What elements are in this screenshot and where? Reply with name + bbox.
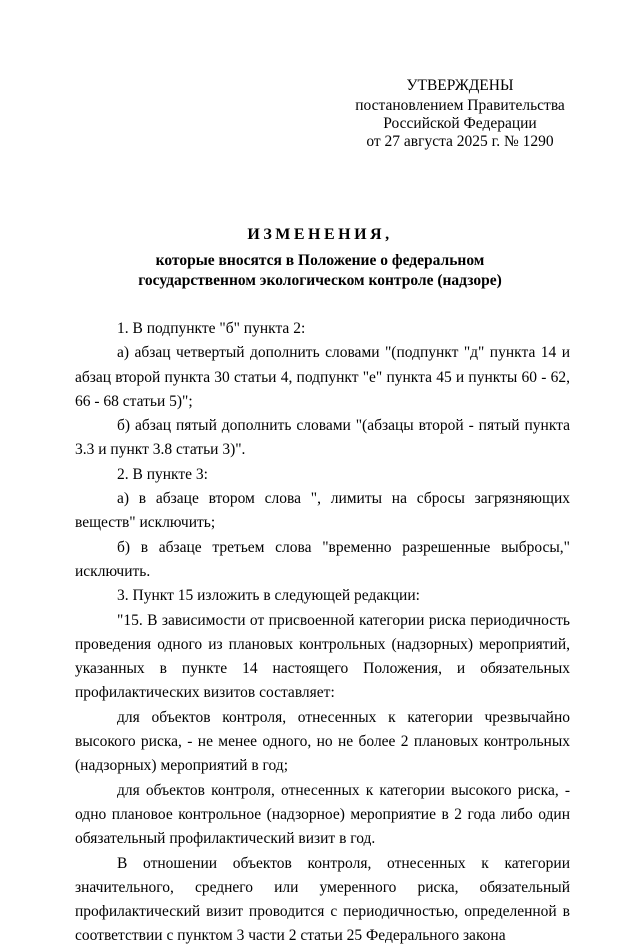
document-body	[75, 317, 570, 949]
paragraph: б) в абзаце третьем слова "временно разрешенные выбросы," исключить.	[75, 538, 570, 580]
approval-line-2: Российской Федерации	[383, 115, 537, 132]
paragraph: для объектов контроля, отнесенных к категории чрезвычайно высокого риска, - не менее одного, но не более 2 плановых контрольных (надзорных) мероприятий в год;	[75, 708, 570, 775]
paragraph: для объектов контроля, отнесенных к категории высокого риска, - одно плановое контрольное (надзорное) мероприятие в 2 года либо один обязательный профилактический визит в год.	[75, 781, 570, 848]
paragraph: б) абзац пятый дополнить словами "(абзацы второй - пятый пункта 3.3 и пункт 3.8 статьи 3)".	[75, 417, 570, 459]
approval-line-3: от 27 августа 2025 г. № 1290	[366, 133, 554, 150]
paragraph: В отношении объектов контроля, отнесенных к категории значительного, среднего или умеренного риска, обязательный профилактический визит проводится с периодичностью, определенной в соответствии с пунктом 3 части 2 статьи 25 Федерального закона	[75, 854, 570, 945]
document-title: ИЗМЕНЕНИЯ,	[247, 226, 393, 243]
approval-line-1: постановлением Правительства	[355, 97, 565, 114]
paragraph: "15. В зависимости от присвоенной категории риска периодичность проведения одного из плановых контрольных (надзорных) мероприятий, указанных в пункте 14 настоящего Положения, и обязательных профилактических визитов составляет:	[75, 611, 570, 702]
paragraph: 1. В подпункте "б" пункта 2:	[117, 320, 306, 337]
paragraph: а) абзац четвертый дополнить словами "(подпункт "д" пункта 14 и абзац второй пункта 30 статьи 4, подпункт "е" пункта 45 и пункты 60 - 62, 66 - 68 статьи 5)";	[75, 344, 570, 410]
document-subtitle	[0, 251, 640, 291]
paragraph: а) в абзаце втором слова ", лимиты на сбросы загрязняющих веществ" исключить;	[75, 490, 570, 532]
subtitle-line-2: государственном экологическом контроле (надзоре)	[138, 272, 502, 289]
paragraph: 3. Пункт 15 изложить в следующей редакции:	[117, 587, 420, 605]
approval-heading: УТВЕРЖДЕНЫ	[406, 77, 514, 94]
subtitle-line-1: которые вносятся в Положение о федеральном	[155, 252, 485, 269]
paragraph: 2. В пункте 3:	[117, 465, 208, 483]
